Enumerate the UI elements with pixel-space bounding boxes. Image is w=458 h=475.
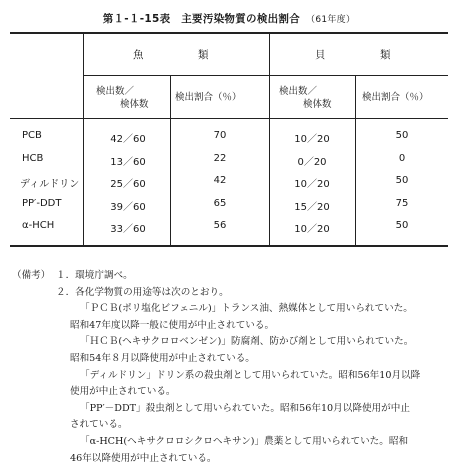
row-label: PP′-DDT	[22, 198, 62, 209]
shell-count: 10／20	[294, 179, 330, 190]
table-top-rule	[10, 32, 448, 34]
subheader-count-top: 検出数／	[279, 86, 318, 97]
fish-ratio: 70	[213, 130, 227, 141]
subheader-shell-ratio: 検出割合（％）	[362, 92, 429, 103]
notes-line: 使用が中止されている。	[70, 386, 176, 398]
notes-label: （備考）	[12, 270, 51, 281]
fish-count: 25／60	[110, 179, 146, 190]
row-label: ディルドリン	[20, 179, 80, 190]
fish-ratio: 65	[213, 198, 227, 209]
row-label: PCB	[22, 130, 42, 141]
subheader-shell-count	[279, 85, 332, 111]
table-bottom-rule	[10, 245, 448, 247]
notes-line: 昭和47年度以降一般に使用が中止されている。	[70, 319, 275, 331]
group-header-shellfish: 貝 類	[315, 49, 413, 61]
fish-count: 13／60	[110, 157, 146, 168]
subheader-count-bottom: 検体数	[120, 99, 149, 110]
group-underline-fish	[83, 75, 269, 76]
fish-ratio: 42	[213, 175, 227, 186]
subheader-count-top: 検出数／	[96, 86, 135, 97]
shell-ratio: 0	[398, 153, 406, 164]
shell-ratio: 50	[395, 175, 409, 186]
shell-ratio: 50	[395, 220, 409, 231]
col-divider-fish-inner	[170, 75, 171, 245]
shell-count: 10／20	[294, 134, 330, 145]
col-divider-shell-inner	[355, 75, 356, 245]
notes-line: 「ＰＣＢ(ポリ塩化ビフェニル)」トランス油、熱媒体として用いられていた。	[80, 303, 413, 315]
title-text: 第１‐１‐15表 主要汚染物質の検出割合	[102, 13, 301, 25]
col-divider-group	[269, 33, 270, 245]
table-title	[0, 11, 458, 26]
notes-section	[12, 268, 452, 467]
notes-line: （備考） １．環境庁調べ。	[12, 268, 452, 285]
fish-count: 39／60	[110, 202, 146, 213]
notes-line: 「α-HCH(ヘキサクロロシクロヘキサン)」農薬として用いられていた。昭和	[80, 435, 409, 447]
fish-ratio: 56	[213, 220, 227, 231]
shell-count: 15／20	[294, 202, 330, 213]
fish-ratio: 22	[213, 153, 227, 164]
shell-ratio: 75	[395, 198, 409, 209]
group-underline-shellfish	[270, 75, 448, 76]
fish-count: 33／60	[110, 224, 146, 235]
shell-count: 10／20	[294, 224, 330, 235]
notes-line: 昭和54年８月以降使用が中止されている。	[70, 352, 255, 364]
subheader-fish-ratio: 検出割合（％）	[175, 92, 242, 103]
title-year: （61年度）	[306, 15, 356, 25]
fish-count: 42／60	[110, 134, 146, 145]
table-header-rule	[10, 118, 448, 119]
group-header-fish: 魚 類	[133, 49, 231, 61]
notes-line: ２．各化学物質の用途等は次のとおり。	[56, 286, 229, 298]
subheader-count-bottom: 検体数	[303, 99, 332, 110]
notes-line: 「ディルドリン」ドリン系の殺虫剤として用いられていた。昭和56年10月以降	[80, 369, 421, 381]
shell-ratio: 50	[395, 130, 409, 141]
shell-count: 0／20	[297, 157, 327, 168]
col-divider-label	[83, 33, 84, 245]
row-label: HCB	[22, 153, 44, 164]
notes-line: されている。	[70, 419, 128, 431]
notes-line: 「PP′－DDT」殺虫剤として用いられていた。昭和56年10月以降使用が中止	[80, 402, 410, 414]
subheader-fish-count	[96, 85, 149, 111]
notes-line: 「ＨＣＢ(ヘキサクロロベンゼン)」防腐剤、防かび剤として用いられていた。	[80, 336, 414, 348]
row-label: α-HCH	[22, 220, 55, 231]
notes-line: 46年以降使用が中止されている。	[70, 452, 217, 464]
